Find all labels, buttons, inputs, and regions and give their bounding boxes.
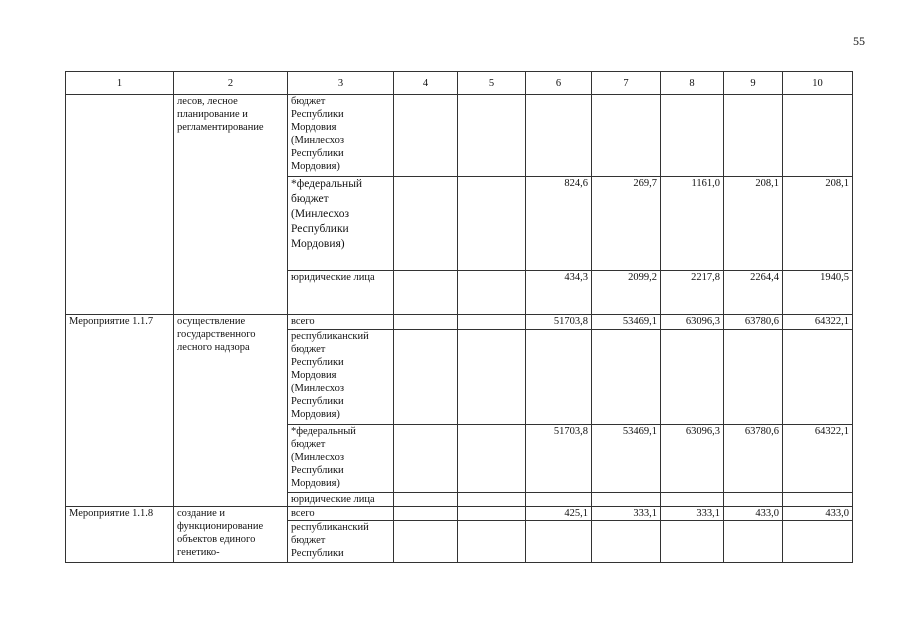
funding-source-cell: республиканский бюджет Республики Мордовия (Минлесхоз Республики Мордовия) bbox=[288, 330, 394, 425]
funding-source-cell: *федеральный бюджет (Минлесхоз Республики Мордовия) bbox=[288, 177, 394, 271]
value-cell bbox=[592, 95, 661, 177]
value-cell bbox=[661, 521, 724, 563]
value-cell bbox=[394, 425, 458, 493]
value-cell bbox=[394, 507, 458, 521]
funding-source-cell: всего bbox=[288, 315, 394, 330]
value-cell bbox=[783, 493, 853, 507]
column-header: 4 bbox=[394, 72, 458, 95]
activity-cell: осуществление государственного лесного надзора bbox=[174, 315, 288, 507]
value-cell: 269,7 bbox=[592, 177, 661, 271]
value-cell bbox=[783, 521, 853, 563]
value-cell bbox=[783, 95, 853, 177]
value-cell bbox=[592, 493, 661, 507]
activity-cell: лесов, лесное планирование и регламентирование bbox=[174, 95, 288, 315]
value-cell bbox=[458, 493, 526, 507]
column-header: 3 bbox=[288, 72, 394, 95]
value-cell bbox=[394, 177, 458, 271]
value-cell: 2264,4 bbox=[724, 271, 783, 315]
value-cell bbox=[458, 521, 526, 563]
column-header: 5 bbox=[458, 72, 526, 95]
value-cell bbox=[394, 271, 458, 315]
value-cell: 2099,2 bbox=[592, 271, 661, 315]
column-header: 2 bbox=[174, 72, 288, 95]
value-cell: 63780,6 bbox=[724, 425, 783, 493]
page-number: 55 bbox=[853, 34, 865, 48]
value-cell bbox=[592, 330, 661, 425]
event-cell bbox=[66, 95, 174, 315]
value-cell: 63780,6 bbox=[724, 315, 783, 330]
value-cell bbox=[724, 95, 783, 177]
column-header: 6 bbox=[526, 72, 592, 95]
funding-source-cell: республиканский бюджет Республики bbox=[288, 521, 394, 563]
value-cell: 1161,0 bbox=[661, 177, 724, 271]
funding-source-cell: юридические лица bbox=[288, 271, 394, 315]
funding-source-cell: *федеральный бюджет (Минлесхоз Республики Мордовия) bbox=[288, 425, 394, 493]
table-row bbox=[66, 507, 853, 521]
value-cell: 333,1 bbox=[661, 507, 724, 521]
value-cell: 53469,1 bbox=[592, 315, 661, 330]
table-row bbox=[66, 315, 853, 330]
value-cell: 63096,3 bbox=[661, 425, 724, 493]
value-cell bbox=[458, 315, 526, 330]
value-cell: 53469,1 bbox=[592, 425, 661, 493]
value-cell bbox=[394, 330, 458, 425]
value-cell: 64322,1 bbox=[783, 315, 853, 330]
value-cell bbox=[783, 330, 853, 425]
column-header: 1 bbox=[66, 72, 174, 95]
value-cell: 1940,5 bbox=[783, 271, 853, 315]
value-cell: 433,0 bbox=[724, 507, 783, 521]
event-cell: Мероприятие 1.1.7 bbox=[66, 315, 174, 507]
value-cell bbox=[661, 330, 724, 425]
value-cell: 824,6 bbox=[526, 177, 592, 271]
value-cell: 425,1 bbox=[526, 507, 592, 521]
funding-source-cell: всего bbox=[288, 507, 394, 521]
value-cell bbox=[592, 521, 661, 563]
budget-table bbox=[65, 71, 853, 563]
value-cell bbox=[724, 493, 783, 507]
value-cell bbox=[458, 507, 526, 521]
value-cell bbox=[458, 95, 526, 177]
value-cell bbox=[458, 425, 526, 493]
value-cell bbox=[458, 330, 526, 425]
value-cell bbox=[526, 95, 592, 177]
value-cell: 208,1 bbox=[783, 177, 853, 271]
value-cell bbox=[526, 330, 592, 425]
value-cell: 434,3 bbox=[526, 271, 592, 315]
value-cell bbox=[526, 521, 592, 563]
column-header: 9 bbox=[724, 72, 783, 95]
value-cell bbox=[394, 493, 458, 507]
table-row bbox=[66, 95, 853, 177]
value-cell bbox=[394, 95, 458, 177]
funding-source-cell: бюджет Республики Мордовия (Минлесхоз Республики Мордовия) bbox=[288, 95, 394, 177]
value-cell bbox=[661, 95, 724, 177]
column-header: 7 bbox=[592, 72, 661, 95]
event-cell: Мероприятие 1.1.8 bbox=[66, 507, 174, 563]
value-cell: 333,1 bbox=[592, 507, 661, 521]
value-cell: 433,0 bbox=[783, 507, 853, 521]
value-cell bbox=[394, 315, 458, 330]
value-cell bbox=[458, 177, 526, 271]
value-cell bbox=[724, 521, 783, 563]
value-cell: 64322,1 bbox=[783, 425, 853, 493]
value-cell: 51703,8 bbox=[526, 425, 592, 493]
value-cell bbox=[724, 330, 783, 425]
value-cell bbox=[526, 493, 592, 507]
funding-source-cell: юридические лица bbox=[288, 493, 394, 507]
value-cell: 208,1 bbox=[724, 177, 783, 271]
value-cell bbox=[661, 493, 724, 507]
value-cell: 51703,8 bbox=[526, 315, 592, 330]
column-header: 8 bbox=[661, 72, 724, 95]
activity-cell: создание и функционирование объектов единого генетико- bbox=[174, 507, 288, 563]
header-row bbox=[66, 72, 853, 95]
value-cell bbox=[458, 271, 526, 315]
value-cell: 63096,3 bbox=[661, 315, 724, 330]
value-cell: 2217,8 bbox=[661, 271, 724, 315]
value-cell bbox=[394, 521, 458, 563]
column-header: 10 bbox=[783, 72, 853, 95]
